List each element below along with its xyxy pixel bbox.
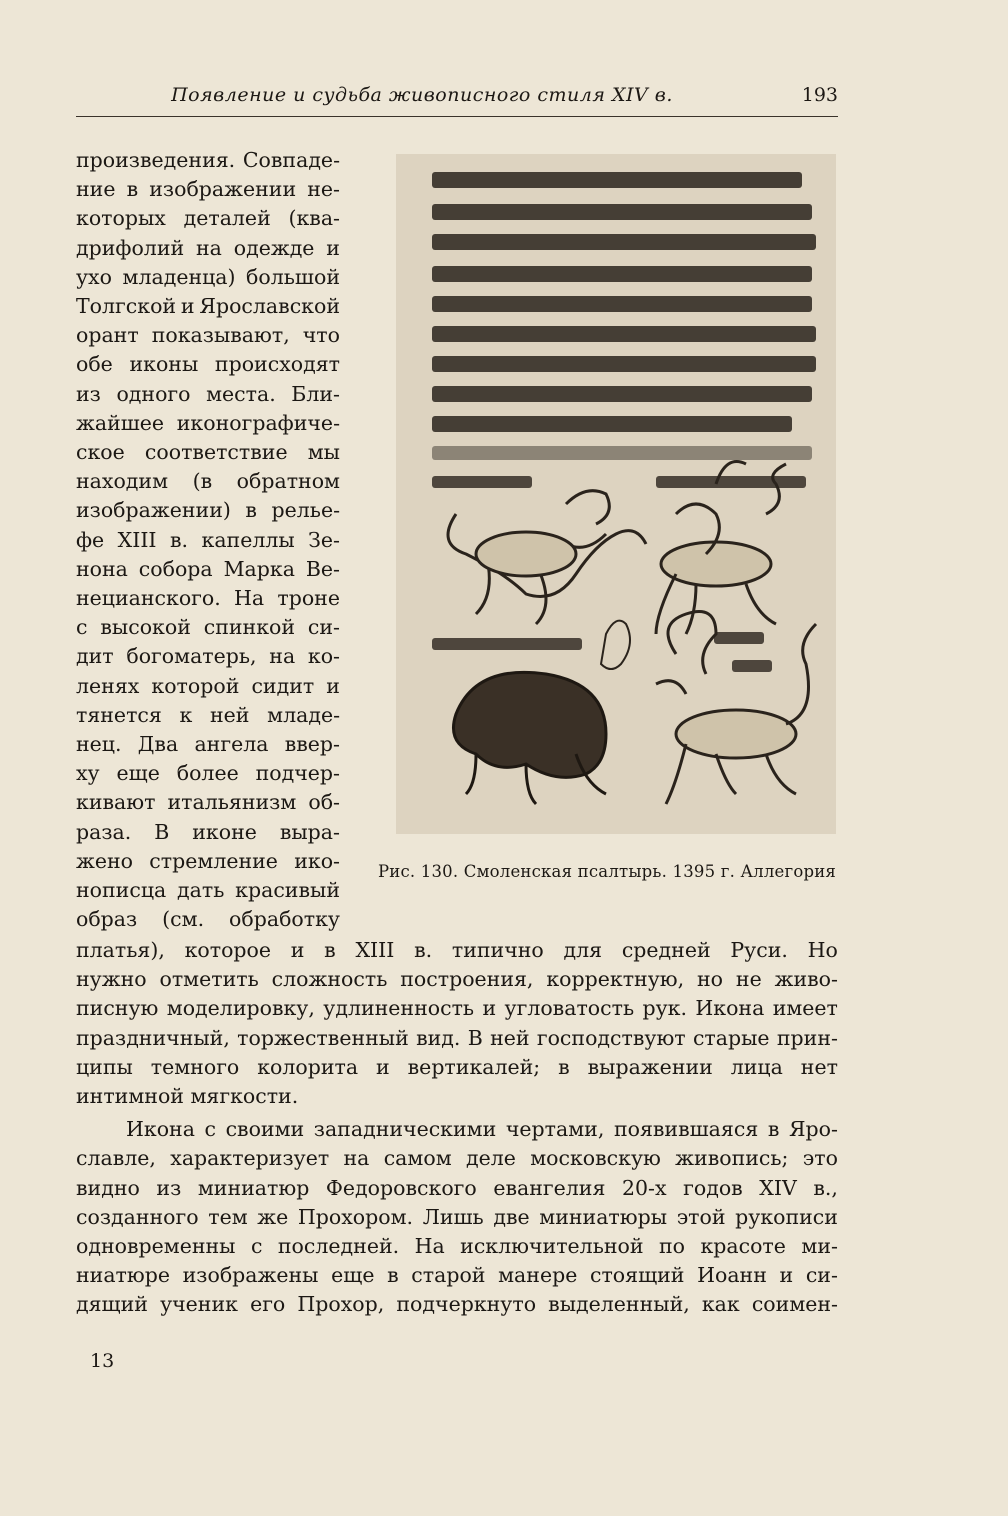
- page-number: 193: [801, 84, 838, 106]
- left-column-text: [76, 146, 340, 934]
- paragraph-2: [76, 1115, 838, 1319]
- text-line: изображении) в релье-: [76, 498, 340, 523]
- paragraph-1: [76, 936, 838, 1082]
- signature-mark: 13: [90, 1350, 115, 1372]
- text-line: Толгской и Ярославской: [76, 294, 340, 319]
- text-line: славле, характеризует на самом деле московскую живопись; это: [76, 1146, 838, 1171]
- text-line: писную моделировку, удлиненность и угловатость рук. Икона имеет: [76, 996, 838, 1021]
- text-line: которых деталей (ква-: [76, 206, 340, 231]
- text-line: Икона с своими западническими чертами, появившаяся в Яро-: [126, 1117, 838, 1142]
- text-line: нописца дать красивый: [76, 878, 340, 903]
- text-line: фе XIII в. капеллы Зе-: [76, 527, 340, 552]
- manuscript-illustration: [396, 154, 836, 834]
- text-line: праздничный, торжественный вид. В ней господствуют старые прин-: [76, 1025, 838, 1050]
- text-line: дящий ученик его Прохор, подчеркнуто выделенный, как соимен-: [76, 1292, 838, 1317]
- text-line: интимной мягкости.: [76, 1084, 299, 1109]
- text-line: ское соответствие мы: [76, 440, 340, 465]
- text-line: дит богоматерь, на ко-: [76, 644, 340, 669]
- text-line: орант показывают, что: [76, 323, 340, 348]
- text-line: жайшее иконографиче-: [76, 410, 340, 435]
- text-line: платья), которое и в XIII в. типично для средней Руси. Но: [76, 938, 838, 962]
- text-line: кивают итальянизм об-: [76, 790, 340, 815]
- figure-caption: Рис. 130. Смоленская псалтырь. 1395 г. Аллегория: [377, 862, 837, 881]
- text-line: ленях которой сидит и: [76, 673, 340, 698]
- text-line: произведения. Совпаде-: [76, 148, 340, 172]
- text-line: находим (в обратном: [76, 469, 340, 494]
- text-line: тянется к ней младе-: [76, 702, 340, 727]
- text-line: ниатюре изображены еще в старой манере стоящий Иоанн и си-: [76, 1263, 838, 1288]
- full-width-text: [76, 936, 838, 1320]
- text-line: нона собора Марка Ве-: [76, 556, 340, 581]
- running-header: [76, 84, 838, 117]
- running-title: Появление и судьба живописного стиля XIV в.: [171, 84, 673, 106]
- text-line: ние в изображении не-: [76, 177, 340, 202]
- text-line: раза. В иконе выра-: [76, 819, 340, 844]
- text-line: ципы темного колорита и вертикалей; в выражении лица нет: [76, 1054, 838, 1079]
- text-line: из одного места. Бли-: [76, 381, 340, 406]
- text-line: ху еще более подчер-: [76, 761, 340, 786]
- text-line: дрифолий на одежде и: [76, 235, 340, 260]
- text-line: образ (см. обработку: [76, 907, 340, 932]
- text-line: с высокой спинкой си-: [76, 615, 340, 640]
- text-line: ухо младенца) большой: [76, 264, 340, 289]
- text-line: нец. Два ангела ввер-: [76, 732, 340, 757]
- manuscript-figure: [396, 154, 836, 834]
- text-line: обе иконы происходят: [76, 352, 340, 377]
- text-line: созданного тем же Прохором. Лишь две миниатюры этой рукописи: [76, 1204, 838, 1229]
- text-line: жено стремление ико-: [76, 848, 340, 873]
- text-line: одновременны с последней. На исключительной по красоте ми-: [76, 1234, 838, 1259]
- text-line: нецианского. На троне: [76, 586, 340, 611]
- text-line: видно из миниатюр Федоровского евангелия 20-х годов XIV в.,: [76, 1175, 838, 1200]
- text-line: нужно отметить сложность построения, корректную, но не живо-: [76, 967, 838, 992]
- paragraph-1-last-line: [76, 1082, 838, 1111]
- left-column-paragraph: [76, 146, 340, 934]
